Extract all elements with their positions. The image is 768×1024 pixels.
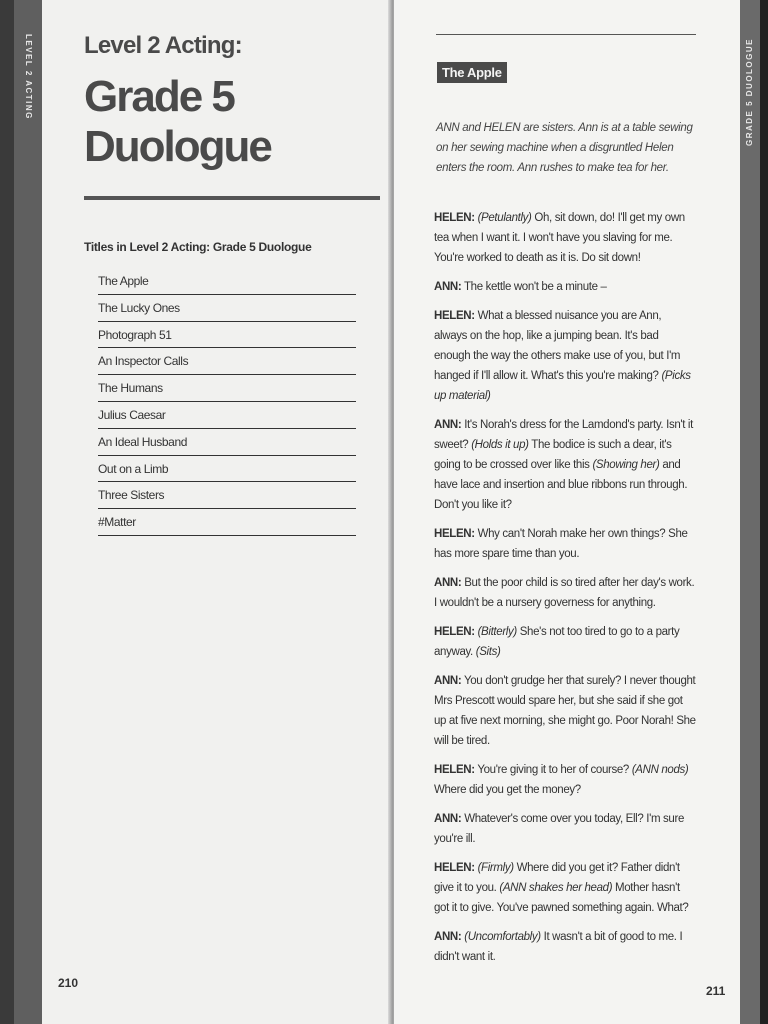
- stage-direction: (Bitterly): [477, 626, 517, 638]
- dialogue-text: You don't grudge her that surely? I never thought Mrs Prescott would spare her, but she said if she got up at five next morning, she might go. Poor Norah! She will be tired.: [434, 675, 696, 747]
- stage-direction: (Petulantly): [477, 212, 532, 224]
- titles-list-heading: Titles in Level 2 Acting: Grade 5 Duologue: [84, 240, 312, 254]
- dialogue-line: [434, 927, 696, 967]
- dialogue-text: Oh, sit down, do! I'll get my own tea when I want it. I won't have you slaving for me. You're worked to death as it is. Do sit down!: [434, 212, 685, 264]
- dialogue-line: [434, 524, 696, 564]
- dialogue-text: The kettle won't be a minute –: [461, 281, 607, 293]
- dialogue-line: [434, 208, 696, 268]
- scene-intro: ANN and HELEN are sisters. Ann is at a table sewing on her sewing machine when a disgruntled Helen enters the room. Ann rushes to make tea for her.: [436, 122, 693, 174]
- title-rule: [84, 196, 380, 200]
- dialogue-line: [434, 760, 696, 800]
- speaker-name: ANN:: [434, 813, 462, 825]
- dialogue-text: The bodice is such a dear, it's going to be crossed over like this: [434, 439, 672, 471]
- title-list-item: Photograph 51: [98, 322, 356, 349]
- dialogue-text: She's not too tired to go to a party anyway.: [434, 626, 680, 658]
- dialogue-text: What a blessed nuisance you are Ann, always on the hop, like a jumping bean. It's bad enough the way the others make use of you, but I'm hanged if I'll allow it. What's this you're making?: [434, 310, 681, 382]
- speaker-name: HELEN:: [434, 626, 475, 638]
- dialogue-line: [434, 671, 696, 751]
- speaker-name: ANN:: [434, 577, 462, 589]
- dialogue-text: Whatever's come over you today, Ell? I'm sure you're ill.: [434, 813, 685, 845]
- dialogue-text: Where did you get it? Father didn't give it to you.: [434, 862, 680, 894]
- dialogue-text: Where did you get the money?: [434, 784, 581, 796]
- dialogue-line: [434, 306, 696, 406]
- left-tab-label: LEVEL 2 ACTING: [24, 34, 33, 120]
- stage-direction: (Uncomfortably): [464, 931, 541, 943]
- speaker-name: ANN:: [434, 931, 462, 943]
- page-edge: [760, 0, 768, 1024]
- right-tab-label: GRADE 5 DUOLOGUE: [745, 38, 754, 147]
- title-list-item: An Inspector Calls: [98, 348, 356, 375]
- dialogue-text: But the poor child is so tired after her day's work. I wouldn't be a nursery governess for anything.: [434, 577, 695, 609]
- speaker-name: HELEN:: [434, 212, 475, 224]
- page-number-left: 210: [58, 976, 79, 990]
- title-list-item: Out on a Limb: [98, 456, 356, 483]
- title-list-item: Three Sisters: [98, 482, 356, 509]
- stage-direction: (Firmly): [477, 862, 514, 874]
- dialogue-line: [434, 858, 696, 918]
- right-section-tab: [740, 0, 760, 1024]
- title-list-item: #Matter: [98, 509, 356, 536]
- top-rule: [436, 34, 696, 35]
- grade-title-line1: Grade 5: [84, 72, 234, 121]
- dialogue-line: [434, 809, 696, 849]
- dialogue-text: Why can't Norah make her own things? She has more spare time than you.: [434, 528, 688, 560]
- level-title: Level 2 Acting:: [84, 32, 242, 59]
- dialogue-text: You're giving it to her of course?: [474, 764, 632, 776]
- page-number-right: 211: [706, 984, 726, 998]
- dialogue-line: [434, 622, 696, 662]
- title-list-item: The Humans: [98, 375, 356, 402]
- scene-title-badge: The Apple: [437, 62, 507, 83]
- speaker-name: HELEN:: [434, 862, 475, 874]
- speaker-name: ANN:: [434, 281, 462, 293]
- speaker-name: ANN:: [434, 675, 462, 687]
- stage-direction: (Picks up material): [434, 370, 691, 402]
- title-list-item: Julius Caesar: [98, 402, 356, 429]
- stage-direction: (Holds it up): [471, 439, 529, 451]
- stage-direction: (Showing her): [592, 459, 660, 471]
- dialogue-line: [434, 415, 696, 515]
- title-list-item: The Lucky Ones: [98, 295, 356, 322]
- stage-direction: (ANN nods): [631, 764, 689, 776]
- dialogue-line: [434, 277, 696, 297]
- grade-title: [84, 72, 271, 172]
- speaker-name: ANN:: [434, 419, 462, 431]
- title-list-item: The Apple: [98, 268, 356, 295]
- stage-direction: (ANN shakes her head): [499, 882, 613, 894]
- speaker-name: HELEN:: [434, 528, 475, 540]
- stage-direction: (Sits): [475, 646, 501, 658]
- titles-list: [98, 268, 356, 536]
- dialogue-text: It wasn't a bit of good to me. I didn't want it.: [434, 931, 683, 963]
- grade-title-line2: Duologue: [84, 122, 271, 171]
- dialogue-text: Mother hasn't got it to give. You've pawned something again. What?: [434, 882, 689, 914]
- left-section-tab: [14, 0, 42, 1024]
- dialogue-text: It's Norah's dress for the Lamdond's party. Isn't it sweet?: [434, 419, 693, 451]
- speaker-name: HELEN:: [434, 310, 475, 322]
- title-list-item: An Ideal Husband: [98, 429, 356, 456]
- dialogue: [434, 208, 696, 976]
- speaker-name: HELEN:: [434, 764, 475, 776]
- dialogue-line: [434, 573, 696, 613]
- dialogue-text: and have lace and insertion and blue ribbons run through. Don't you like it?: [434, 459, 688, 511]
